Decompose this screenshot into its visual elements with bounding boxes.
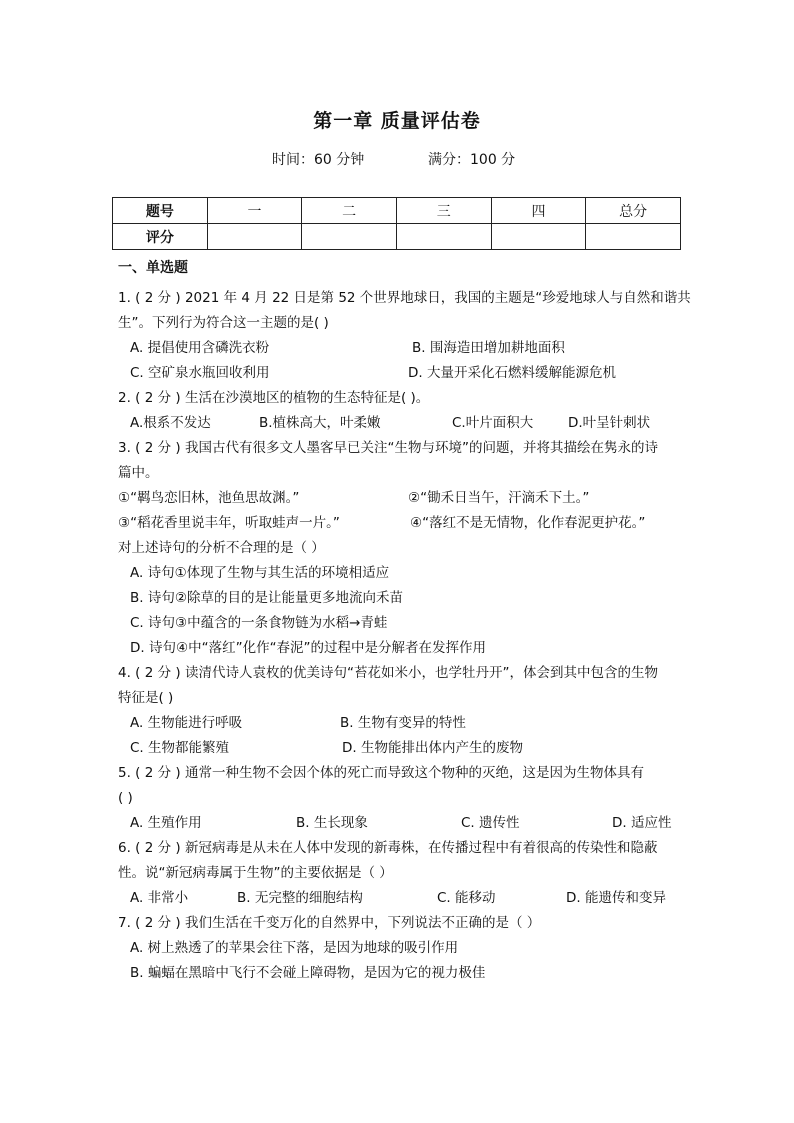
poem-line: ④“落红不是无情物，化作春泥更护花。” [410,515,646,531]
score-table-cell: 总分 [586,198,681,224]
question-5-stem: ( ) [118,790,133,806]
option-b: B. 蝙蝠在黑暗中飞行不会碰上障碍物，是因为它的视力极佳 [130,965,486,981]
option-c: C. 空矿泉水瓶回收利用 [130,365,270,381]
score-table-score-row [113,224,681,250]
option-c: C.叶片面积大 [452,415,534,431]
option-a: A.根系不发达 [130,415,211,431]
option-a: A. 诗句①体现了生物与其生活的环境相适应 [130,565,390,581]
option-b: B. 诗句②除草的目的是让能量更多地流向禾苗 [130,590,403,606]
score-input-cell [207,224,302,250]
option-d: D. 生物能排出体内产生的废物 [342,740,523,756]
question-7-stem: 7. ( 2 分 ) 我们生活在千变万化的自然界中，下列说法不正确的是（ ） [118,915,541,931]
question-1-stem: 1. ( 2 分 ) 2021 年 4 月 22 日是第 52 个世界地球日，我国的主题是“珍爱地球人与自然和谐共 [118,290,691,306]
question-1-stem: 生”。下列行为符合这一主题的是( ) [118,315,329,331]
score-table-cell: 四 [491,198,586,224]
section-title: 一、单选题 [118,260,188,276]
option-b: B. 围海造田增加耕地面积 [412,340,565,356]
option-b: B.植株高大，叶柔嫩 [259,415,381,431]
score-input-cell [302,224,397,250]
score-input-cell [586,224,681,250]
question-3-stem: 对上述诗句的分析不合理的是（ ） [118,540,325,556]
option-d: D.叶呈针刺状 [568,415,651,431]
option-b: B. 无完整的细胞结构 [237,890,363,906]
poem-line: ②“锄禾日当午，汗滴禾下土。” [408,490,590,506]
option-c: C. 诗句③中蕴含的一条食物链为水稻→青蛙 [130,615,388,631]
score-table-cell: 评分 [113,224,208,250]
option-c: C. 生物都能繁殖 [130,740,230,756]
question-3-stem: 3. ( 2 分 ) 我国古代有很多文人墨客早已关注“生物与环境”的问题，并将其描绘在隽永的诗 [118,440,658,456]
option-a: A. 生物能进行呼吸 [130,715,243,731]
page-title: 第一章 质量评估卷 [313,110,481,132]
score-table-cell: 三 [396,198,491,224]
score-table [112,197,681,250]
score-input-cell [396,224,491,250]
question-4-stem: 4. ( 2 分 ) 读清代诗人袁枚的优美诗句“苔花如米小，也学牡丹开”，体会到其中包含的生物 [118,665,658,681]
option-a: A. 非常小 [130,890,189,906]
question-5-stem: 5. ( 2 分 ) 通常一种生物不会因个体的死亡而导致这个物种的灭绝，这是因为生物体具有 [118,765,644,781]
option-b: B. 生长现象 [296,815,368,831]
option-a: A. 提倡使用含磷洗衣粉 [130,340,270,356]
score-table-cell: 二 [302,198,397,224]
score-table-cell: 一 [207,198,302,224]
option-a: A. 生殖作用 [130,815,202,831]
option-c: C. 遗传性 [461,815,520,831]
option-c: C. 能移动 [437,890,496,906]
option-d: D. 大量开采化石燃料缓解能源危机 [408,365,616,381]
option-b: B. 生物有变异的特性 [340,715,466,731]
score-table-cell: 题号 [113,198,208,224]
question-3-stem: 篇中。 [118,465,159,481]
question-6-stem: 6. ( 2 分 ) 新冠病毒是从未在人体中发现的新毒株，在传播过程中有着很高的传染性和隐蔽 [118,840,658,856]
exam-time: 时间：60 分钟 [272,152,365,168]
exam-full-score: 满分：100 分 [428,152,516,168]
question-6-stem: 性。说“新冠病毒属于生物”的主要依据是（ ） [118,865,393,881]
option-d: D. 能遗传和变异 [566,890,666,906]
poem-line: ③“稻花香里说丰年，听取蛙声一片。” [118,515,340,531]
option-d: D. 诗句④中“落红”化作“春泥”的过程中是分解者在发挥作用 [130,640,487,656]
question-4-stem: 特征是( ) [118,690,174,706]
option-a: A. 树上熟透了的苹果会往下落，是因为地球的吸引作用 [130,940,459,956]
question-2-stem: 2. ( 2 分 ) 生活在沙漠地区的植物的生态特征是( )。 [118,390,430,406]
score-input-cell [491,224,586,250]
score-table-header-row [113,198,681,224]
option-d: D. 适应性 [612,815,672,831]
poem-line: ①“羁鸟恋旧林，池鱼思故渊。” [118,490,300,506]
